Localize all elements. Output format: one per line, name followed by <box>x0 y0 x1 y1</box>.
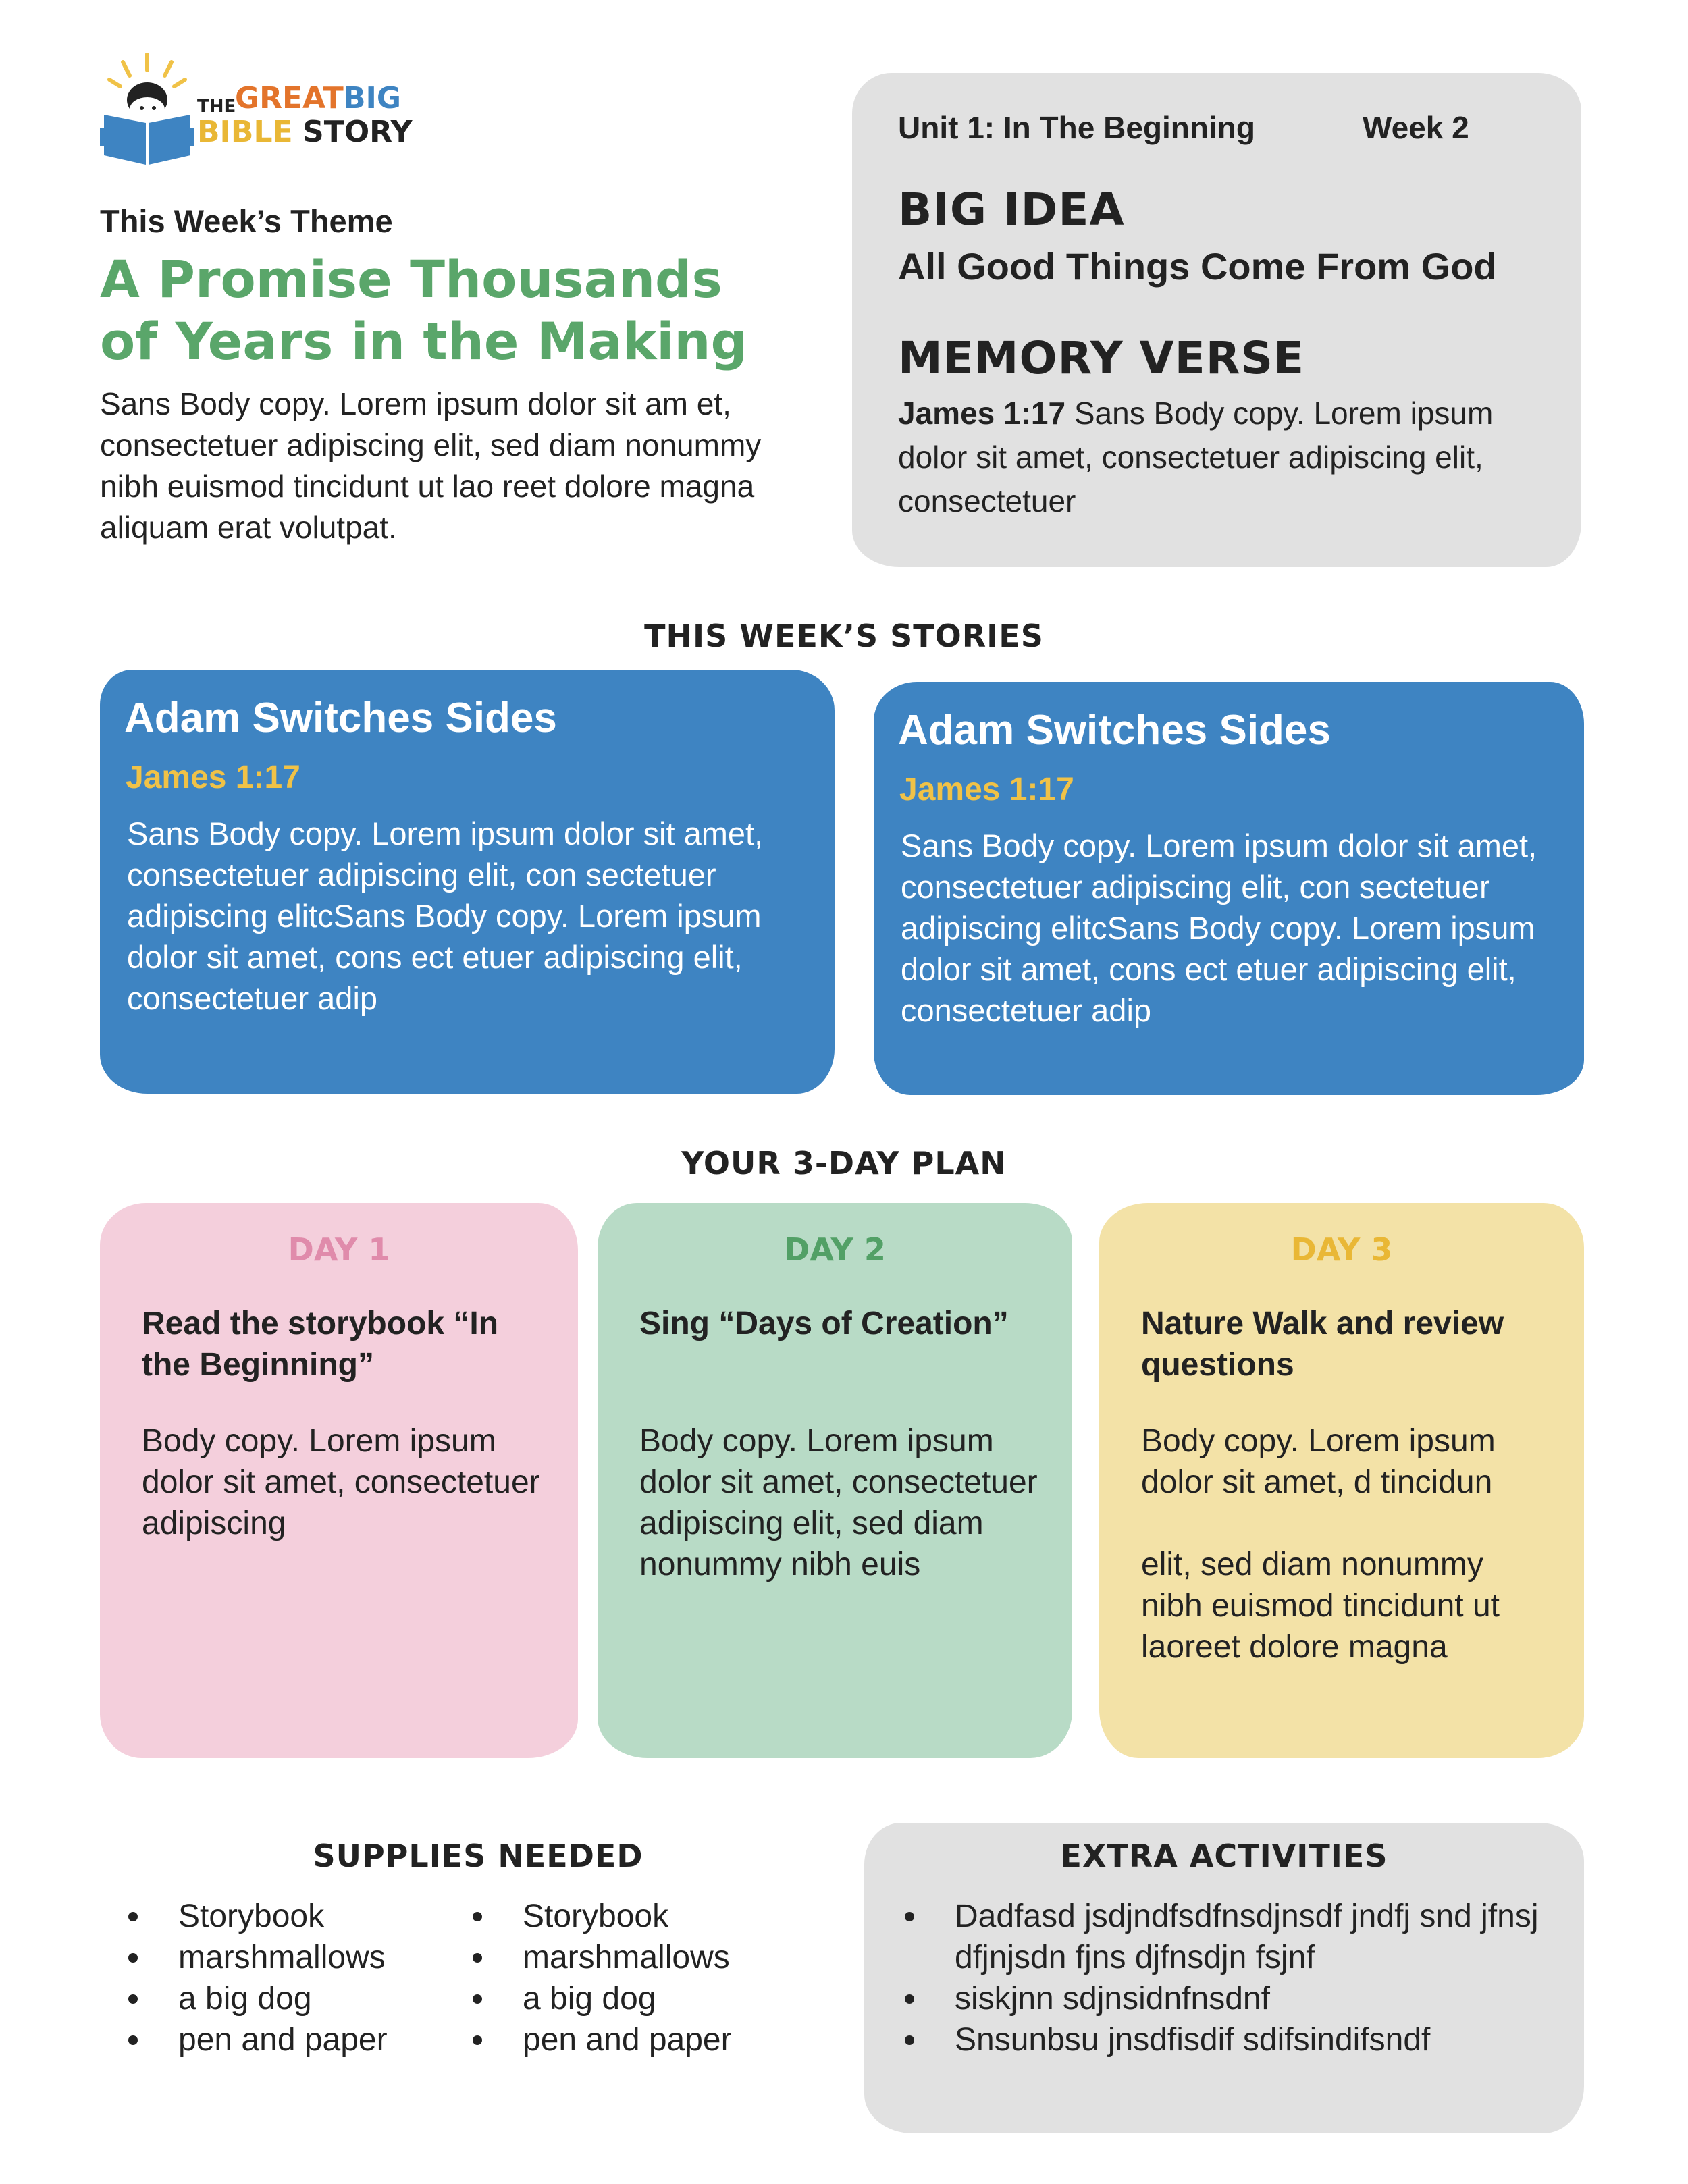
logo-word-great: GREAT <box>235 81 344 115</box>
day-label: DAY 3 <box>1290 1231 1393 1268</box>
logo-word-big: BIG <box>343 81 402 115</box>
story-card <box>100 670 835 1094</box>
story-body: Sans Body copy. Lorem ipsum dolor sit amet, consectetuer adipiscing elit, con sectetuer adipiscing elitcSans Body copy. Lorem ipsum dolor sit amet, cons ect etuer adipiscing elit, consectetuer adip <box>127 816 764 1016</box>
story-card <box>874 682 1584 1095</box>
bullet-icon <box>473 1994 482 2004</box>
day-body: Body copy. Lorem ipsum dolor sit amet, consectetuer adipiscing elit, sed diam nonummy nibh euis <box>639 1423 1038 1582</box>
day-title: Sing “Days of Creation” <box>639 1306 1009 1341</box>
extra-activities-heading: EXTRA ACTIVITIES <box>1060 1838 1388 1874</box>
list-item-text: Storybook <box>178 1898 325 1934</box>
week-label: Week 2 <box>1363 110 1469 145</box>
list-item <box>473 2019 732 2060</box>
memory-verse-body <box>898 392 1519 523</box>
list-item-text: marshmallows <box>523 1940 730 1975</box>
day-card-1 <box>100 1203 578 1758</box>
bullet-icon <box>905 1912 914 1921</box>
bullet-icon <box>473 2035 482 2045</box>
memory-verse-text: Sans Body copy. Lorem ipsum dolor sit amet, consectetuer adipiscing elit, consectetuer <box>898 396 1494 518</box>
bullet-icon <box>905 1994 914 2004</box>
list-item-text: siskjnn sdjnsidnfnsdnf <box>955 1981 1270 2017</box>
logo <box>100 53 417 171</box>
day-title: Read the storybook “In the Beginning” <box>142 1306 499 1383</box>
bullet-icon <box>128 1953 138 1963</box>
story-title: Adam Switches Sides <box>124 695 557 741</box>
memory-verse-heading: MEMORY VERSE <box>898 332 1305 384</box>
bullet-icon <box>128 1912 138 1921</box>
bullet-icon <box>128 2035 138 2045</box>
list-item-text: Dadfasd jsdjndfsdfnsdjnsdf jndfj snd jfnsj dfjnjsdn fjns djfnsdjn fsjnf <box>955 1898 1539 1975</box>
memory-verse-reference: James 1:17 <box>898 396 1066 431</box>
list-item-text: Storybook <box>523 1898 669 1934</box>
list-item-text: marshmallows <box>178 1940 386 1975</box>
day-body: Body copy. Lorem ipsum dolor sit amet, consectetuer adipiscing <box>142 1423 540 1541</box>
big-idea-heading: BIG IDEA <box>898 184 1125 236</box>
story-reference: James 1:17 <box>899 772 1074 807</box>
list-item <box>905 1978 1539 2019</box>
unit-label: Unit 1: In The Beginning <box>898 110 1255 145</box>
list-item-text: pen and paper <box>178 2022 388 2058</box>
bullet-icon <box>473 1953 482 1963</box>
day-label: DAY 1 <box>288 1231 390 1268</box>
list-item <box>905 1896 1539 1978</box>
story-reference: James 1:17 <box>126 760 300 795</box>
day-title: Nature Walk and review questions <box>1141 1306 1504 1383</box>
bullet-icon <box>128 1994 138 2004</box>
list-item <box>905 2019 1539 2060</box>
day-card-3 <box>1099 1203 1584 1758</box>
story-body: Sans Body copy. Lorem ipsum dolor sit amet, consectetuer adipiscing elit, con sectetuer adipiscing elitcSans Body copy. Lorem ipsum dolor sit amet, cons ect etuer adipiscing elit, consectetuer adip <box>901 828 1537 1028</box>
story-title: Adam Switches Sides <box>898 707 1331 753</box>
list-item <box>128 1978 388 2019</box>
plan-heading: YOUR 3-DAY PLAN <box>681 1145 1007 1181</box>
list-item <box>473 1896 732 1937</box>
day-card-2 <box>598 1203 1072 1758</box>
theme-title: A Promise Thousands of Years in the Making <box>100 249 747 371</box>
logo-book-icon <box>100 53 194 171</box>
day-body: Body copy. Lorem ipsum dolor sit amet, d tincidun elit, sed diam nonummy nibh euismod tincidunt ut laoreet dolore magna <box>1141 1423 1500 1665</box>
logo-word-story: STORY <box>302 115 413 149</box>
list-item <box>473 1937 732 1978</box>
list-item-text: a big dog <box>523 1981 656 2017</box>
big-idea-text: All Good Things Come From God <box>898 245 1497 288</box>
logo-word-bible: BIBLE <box>197 115 293 149</box>
supplies-list-1 <box>128 1896 388 2060</box>
list-item-text: Snsunbsu jnsdfisdif sdifsindifsndf <box>955 2022 1431 2058</box>
list-item <box>128 1937 388 1978</box>
list-item <box>128 2019 388 2060</box>
bullet-icon <box>473 1912 482 1921</box>
supplies-heading: SUPPLIES NEEDED <box>313 1838 643 1874</box>
stories-heading: THIS WEEK’S STORIES <box>644 618 1044 654</box>
day-label: DAY 2 <box>784 1231 886 1268</box>
list-item <box>128 1896 388 1937</box>
list-item-text: a big dog <box>178 1981 312 2017</box>
list-item-text: pen and paper <box>523 2022 732 2058</box>
theme-body: Sans Body copy. Lorem ipsum dolor sit am et, consectetuer adipiscing elit, sed diam nonummy nibh euismod tincidunt ut lao reet dolore magna aliquam erat volutpat. <box>100 386 762 545</box>
supplies-list-2 <box>473 1896 732 2060</box>
list-item <box>473 1978 732 2019</box>
bullet-icon <box>905 2035 914 2045</box>
extra-activities-list <box>905 1896 1539 2060</box>
theme-label: This Week’s Theme <box>100 203 393 239</box>
logo-word-the: THE <box>197 97 236 117</box>
